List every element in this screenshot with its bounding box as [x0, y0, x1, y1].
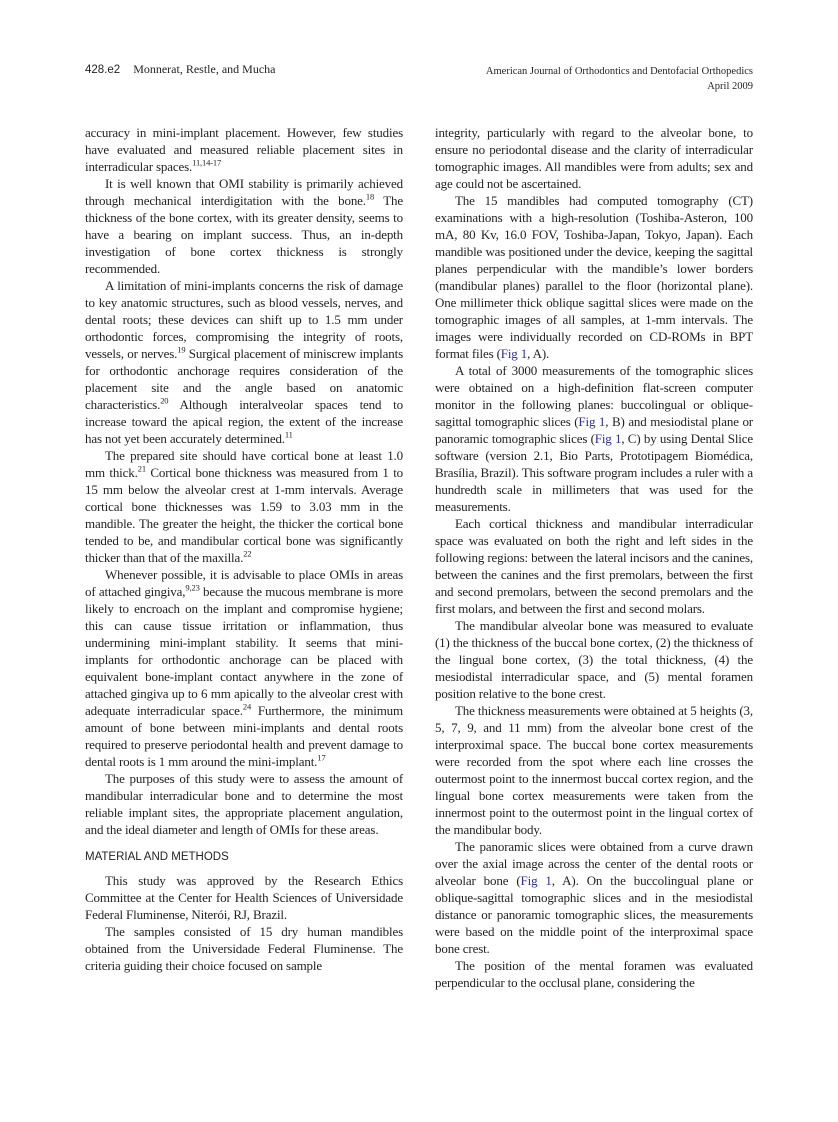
text-column-right	[435, 124, 753, 991]
body-paragraph	[85, 175, 403, 277]
text-run: This study was approved by the Research Ethics Committee at the Center for Health Sciences of Universidade Federal Fluminense, Niterói, RJ, Brazil.	[85, 873, 403, 922]
text-run: The position of the mental foramen was evaluated perpendicular to the occlusal plane, considering the	[435, 958, 753, 990]
text-run: The panoramic slices were obtained from a curve drawn over the axial image across the center of the dental roots or alveolar bone (	[435, 839, 753, 888]
figure-link[interactable]: Fig 1	[500, 346, 528, 361]
body-paragraph	[85, 770, 403, 838]
text-run: A total of 3000 measurements of the tomographic slices were obtained on a high-definition flat-screen computer monitor in the following planes: buccolingual or oblique-sagittal tomographic slices (	[435, 363, 753, 429]
text-run: because the mucous membrane is more likely to encroach on the implant and compromise hygiene; this can cause tissue irritation or inflammation, thus undermining mini-implant stability. It seems that mini-implants for orthodontic anchorage can be placed with equivalent bone-implant contact anywhere in the zone of attached gingiva up to 6 mm apically to the alveolar crest with adequate interradicular space.	[85, 584, 403, 718]
reference-citation[interactable]: 11	[284, 429, 293, 440]
text-run: Although interalveolar spaces tend to increase toward the apical region, the extent of the increase has not yet been accurately determined.	[85, 397, 403, 446]
text-run: Furthermore, the minimum amount of bone between mini-implants and dental roots required to preserve periodontal health and prevent damage to dental roots is 1 mm around the mini-implant.	[85, 703, 403, 769]
text-run: It is well known that OMI stability is primarily achieved through mechanical interdigitation with the bone.	[85, 176, 403, 208]
body-paragraph	[435, 192, 753, 362]
reference-citation[interactable]: 19	[177, 344, 186, 355]
body-paragraph	[435, 702, 753, 838]
reference-citation[interactable]: 17	[317, 752, 326, 763]
body-paragraph	[85, 124, 403, 175]
text-run: accuracy in mini-implant placement. However, few studies have evaluated and measured reliable placement sites in interradicular spaces.	[85, 125, 403, 174]
reference-citation[interactable]: 11,14-17	[192, 157, 222, 168]
text-run: , C) by using Dental Slice software (version 2.1, Bio Parts, Prototipagem Biomédica, Brasília, Brazil). This software program includes a ruler with a hundredth scale in millimeters that was used for the measurements.	[435, 431, 753, 514]
text-run: , A).	[527, 346, 550, 361]
figure-link[interactable]: Fig 1	[520, 873, 552, 888]
journal-title: American Journal of Orthodontics and Dentofacial Orthopedics	[485, 66, 753, 77]
text-run: The samples consisted of 15 dry human mandibles obtained from the Universidade Federal Fluminense. The criteria guiding their choice focused on sample	[85, 924, 403, 973]
text-run: The thickness measurements were obtained at 5 heights (3, 5, 7, 9, and 11 mm) from the alveolar bone crest of the interproximal space. The buccal bone cortex measurements were recorded from the spot where each line crosses the outermost point to the innermost buccal cortex region, and the lingual bone cortex measurements were taken from the innermost point to the outermost point in the lingual cortex of the mandibular body.	[435, 703, 753, 837]
text-run: , A). On the buccolingual plane or oblique-sagittal tomographic slices and in the mesiodistal distance or panoramic tomographic slices, the measurements were based on the middle point of the interproximal space bone crest.	[435, 873, 754, 956]
text-run: The thickness of the bone cortex, with its greater density, seems to have a bearing on implant success. Thus, an in-depth investigation of bone cortex thickness is strongly recommended.	[85, 193, 403, 276]
body-paragraph	[85, 923, 403, 974]
body-paragraph	[85, 566, 403, 770]
text-run: The purposes of this study were to assess the amount of mandibular interradicular bone and to determine the most reliable implant sites, the appropriate placement angulation, and the ideal diameter and length of OMIs for these areas.	[85, 771, 403, 837]
text-run: The 15 mandibles had computed tomography (CT) examinations with a high-resolution (Toshiba-Asteron, 100 mA, 80 Kv, 16.0 FOV, Toshiba-Japan, Tokyo, Japan). Each mandible was positioned under the device, keeping the sagittal planes perpendicular with the mandible’s lower borders (mandibular planes) parallel to the floor (horizontal plane). One millimeter thick oblique sagittal slices were made on the tomographic images of all samples, at 1-mm intervals. The images were individually recorded on CD-ROMs in BPT format files (	[435, 193, 753, 361]
text-run: Each cortical thickness and mandibular interradicular space was evaluated on both the right and left sides in the following regions: between the lateral incisors and the canines, between the canines and the first premolars, between the first and second premolars, between the second premolars and the first molars, and between the first and second molars.	[435, 516, 753, 616]
text-run: Whenever possible, it is advisable to place OMIs in areas of attached gingiva,	[85, 567, 403, 599]
body-paragraph	[85, 872, 403, 923]
body-paragraph	[435, 838, 753, 957]
body-paragraph	[85, 277, 403, 447]
running-authors: Monnerat, Restle, and Mucha	[133, 62, 276, 76]
text-run: Cortical bone thickness was measured from 1 to 15 mm below the alveolar crest at 1-mm intervals. Average cortical bone thicknesses was 1.59 to 3.03 mm in the mandible. The greater the height, the thicker the cortical bone tended to be, and mandibular cortical bone was significantly thicker than that of the maxilla.	[85, 465, 404, 565]
reference-citation[interactable]: 21	[137, 463, 146, 474]
running-header-right	[486, 64, 753, 94]
running-header-left	[85, 62, 275, 77]
reference-citation[interactable]: 9,23	[185, 582, 200, 593]
text-run: , B) and mesiodistal plane or panoramic tomographic slices (	[435, 414, 753, 446]
text-run: A limitation of mini-implants concerns the risk of damage to key anatomic structures, such as blood vessels, nerves, and dental roots; these devices can shift up to 1.5 mm under orthodontic forces, compromising the integrity of roots, vessels, or nerves.	[85, 278, 403, 361]
reference-citation[interactable]: 24	[242, 701, 252, 712]
body-paragraph	[435, 124, 753, 192]
section-heading: MATERIAL AND METHODS	[85, 851, 229, 863]
body-paragraph	[435, 957, 753, 991]
text-run: The mandibular alveolar bone was measured to evaluate (1) the thickness of the buccal bone cortex, (2) the thickness of the lingual bone cortex, (3) the total thickness, (4) the mesiodistal interradicular space, and (5) mental foramen position relative to the bone crest.	[435, 618, 753, 701]
text-run: The prepared site should have cortical bone at least 1.0 mm thick.	[85, 448, 403, 480]
issue-date: April 2009	[707, 81, 753, 92]
figure-link[interactable]: Fig 1	[578, 414, 606, 429]
body-paragraph	[85, 447, 403, 566]
body-paragraph	[435, 362, 753, 515]
reference-citation[interactable]: 22	[243, 548, 252, 559]
page-number: 428.e2	[85, 64, 121, 76]
text-run: integrity, particularly with regard to the alveolar bone, to ensure no periodontal disease and the clarity of interradicular tomographic images. All mandibles were from adults; sex and age could not be ascertained.	[435, 125, 753, 191]
figure-link[interactable]: Fig 1	[594, 431, 622, 446]
body-paragraph	[435, 515, 753, 617]
reference-citation[interactable]: 20	[160, 395, 169, 406]
body-paragraph	[435, 617, 753, 702]
reference-citation[interactable]: 18	[365, 191, 375, 202]
text-column-left	[85, 124, 403, 974]
text-run: Surgical placement of miniscrew implants for orthodontic anchorage requires consideration of the placement site and the angle based on anatomic characteristics.	[85, 346, 403, 412]
